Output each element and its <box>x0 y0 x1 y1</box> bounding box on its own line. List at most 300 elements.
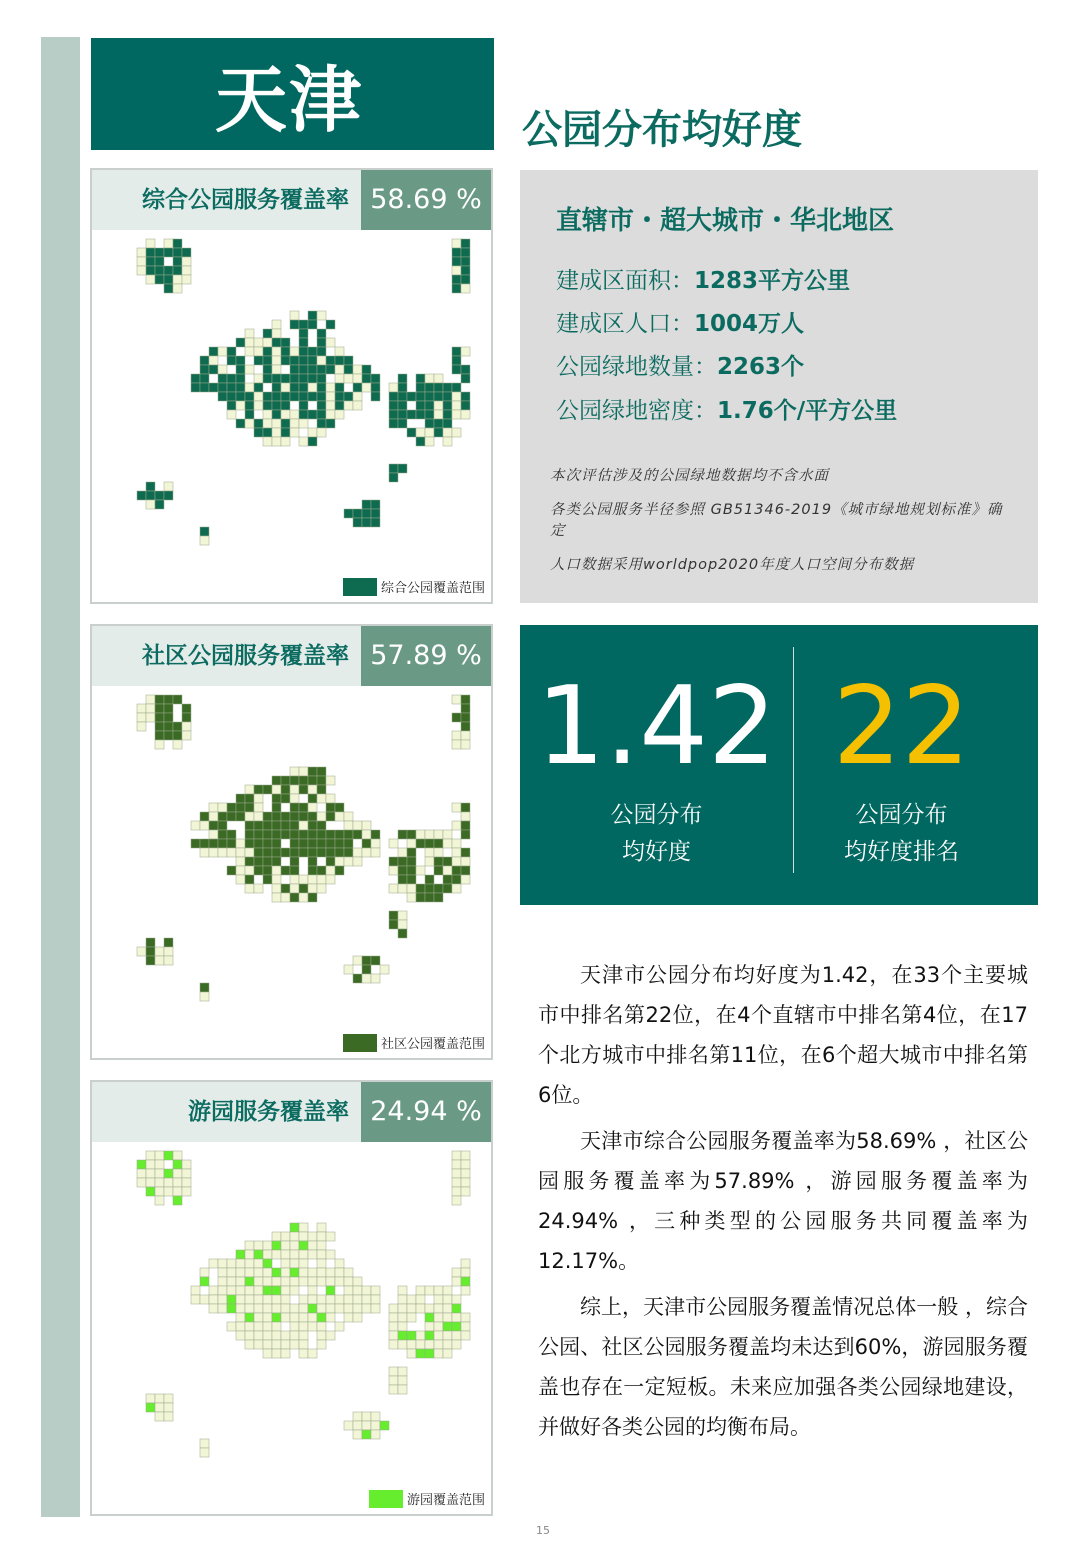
map-cell <box>317 1313 326 1322</box>
map-cell <box>407 848 416 857</box>
map-cell <box>461 1160 470 1169</box>
map-cell <box>254 1331 263 1340</box>
map-cell <box>335 383 344 392</box>
map-cell <box>254 803 263 812</box>
map-cell <box>452 239 461 248</box>
map-cell <box>146 257 155 266</box>
map-cell <box>218 1268 227 1277</box>
map-cell <box>344 1421 353 1430</box>
map-cell <box>290 1277 299 1286</box>
map-cell <box>272 374 281 383</box>
map-cell <box>425 848 434 857</box>
map-cell <box>407 428 416 437</box>
city-title-box <box>91 38 494 150</box>
map-cell <box>335 1259 344 1268</box>
map-cell <box>308 776 317 785</box>
map-cell <box>227 347 236 356</box>
map-cell <box>407 410 416 419</box>
map-cell <box>236 866 245 875</box>
map-cell <box>155 947 164 956</box>
map-cell <box>380 965 389 974</box>
map-cell <box>272 1304 281 1313</box>
map-cell <box>146 695 155 704</box>
map-cell <box>281 401 290 410</box>
caption-line: 均好度 <box>622 839 691 865</box>
map-cell <box>389 1340 398 1349</box>
map-cell <box>146 482 155 491</box>
map-cell <box>362 1286 371 1295</box>
map-cell <box>461 374 470 383</box>
map-cell <box>281 374 290 383</box>
map-cell <box>236 1322 245 1331</box>
map-cell <box>461 410 470 419</box>
map-cell <box>290 1250 299 1259</box>
map-cell <box>461 239 470 248</box>
map-cell <box>281 1277 290 1286</box>
map-cell <box>254 1304 263 1313</box>
map-cell <box>308 1295 317 1304</box>
map-cell <box>407 884 416 893</box>
map-header <box>92 170 491 230</box>
map-cell <box>398 374 407 383</box>
map-cell <box>182 1169 191 1178</box>
map-cell <box>461 1268 470 1277</box>
map-cell <box>290 1340 299 1349</box>
map-cell <box>227 1277 236 1286</box>
map-cell <box>263 1250 272 1259</box>
map-cell <box>272 1313 281 1322</box>
map-cell <box>254 866 263 875</box>
coverage-percent: 24.94 % <box>361 1082 491 1142</box>
map-cell <box>335 866 344 875</box>
legend-swatch <box>343 578 377 596</box>
map-cell <box>281 794 290 803</box>
map-cell <box>308 437 317 446</box>
map-cell <box>155 257 164 266</box>
map-cell <box>344 848 353 857</box>
map-cell <box>191 383 200 392</box>
map-cell <box>137 266 146 275</box>
map-cell <box>407 866 416 875</box>
map-cell <box>398 911 407 920</box>
map-cell <box>299 347 308 356</box>
map-cell <box>263 392 272 401</box>
map-cell <box>461 848 470 857</box>
map-cell <box>326 839 335 848</box>
map-cell <box>353 1412 362 1421</box>
map-cell <box>434 419 443 428</box>
map-cell <box>254 356 263 365</box>
map-cell <box>263 1268 272 1277</box>
map-cell <box>353 830 362 839</box>
map-cell <box>209 1295 218 1304</box>
map-cell <box>308 848 317 857</box>
map-cell <box>254 1286 263 1295</box>
map-cell <box>461 812 470 821</box>
map-cell <box>434 428 443 437</box>
map-cell <box>335 830 344 839</box>
map-cell <box>335 365 344 374</box>
map-cell <box>416 437 425 446</box>
map-cell <box>335 839 344 848</box>
map-cell <box>290 311 299 320</box>
map-cell <box>182 722 191 731</box>
map-cell <box>317 347 326 356</box>
map-cell <box>236 419 245 428</box>
map-cell <box>362 830 371 839</box>
map-cell <box>353 1313 362 1322</box>
map-cell <box>164 1412 173 1421</box>
map-cell <box>434 884 443 893</box>
map-cell <box>335 401 344 410</box>
map-cell <box>290 356 299 365</box>
map-cell <box>164 248 173 257</box>
map-cell <box>236 1286 245 1295</box>
map-cell <box>290 1268 299 1277</box>
map-cell <box>299 893 308 902</box>
map-cell <box>254 857 263 866</box>
map-cell <box>236 812 245 821</box>
map-cell <box>317 428 326 437</box>
map-cell <box>317 338 326 347</box>
map-cell <box>371 500 380 509</box>
map-cell <box>218 1259 227 1268</box>
map-cell <box>353 392 362 401</box>
map-cell <box>299 338 308 347</box>
map-cell <box>344 392 353 401</box>
map-cell <box>326 866 335 875</box>
map-cell <box>434 893 443 902</box>
map-cell <box>254 1268 263 1277</box>
map-cell <box>272 884 281 893</box>
map-cell <box>452 713 461 722</box>
map-cell <box>452 1304 461 1313</box>
map-cell <box>200 356 209 365</box>
map-cell <box>326 830 335 839</box>
map-cell <box>272 1250 281 1259</box>
map-cell <box>443 383 452 392</box>
map-cell <box>443 1331 452 1340</box>
map-cell <box>164 938 173 947</box>
map-cell <box>353 509 362 518</box>
map-cell <box>200 1448 209 1457</box>
map-cell <box>371 839 380 848</box>
map-cell <box>254 1322 263 1331</box>
map-cell <box>254 428 263 437</box>
map-cell <box>290 1313 299 1322</box>
map-cell <box>371 383 380 392</box>
map-cell <box>371 1295 380 1304</box>
map-cell <box>227 1268 236 1277</box>
map-cell <box>254 884 263 893</box>
map-cell <box>200 839 209 848</box>
map-cell <box>263 848 272 857</box>
map-cell <box>425 1331 434 1340</box>
map-cell <box>317 1268 326 1277</box>
map-cell <box>263 374 272 383</box>
map-cell <box>236 1268 245 1277</box>
map-cell <box>344 1286 353 1295</box>
map-cell <box>155 956 164 965</box>
map-cell <box>452 410 461 419</box>
map-cell <box>146 1394 155 1403</box>
map-cell <box>281 1241 290 1250</box>
map-cell <box>218 821 227 830</box>
map-cell <box>245 830 254 839</box>
map-cell <box>263 857 272 866</box>
map-cell <box>245 839 254 848</box>
map-cell <box>155 248 164 257</box>
stat-value: 1283平方公里 <box>694 268 851 294</box>
map-cell <box>425 1304 434 1313</box>
legend-label: 综合公园覆盖范围 <box>380 581 485 596</box>
map-cell <box>317 401 326 410</box>
map-cell <box>353 1430 362 1439</box>
map-cell <box>164 1169 173 1178</box>
map-cell <box>254 374 263 383</box>
map-cell <box>452 1268 461 1277</box>
map-cell <box>299 776 308 785</box>
map-cell <box>344 812 353 821</box>
map-cell <box>263 821 272 830</box>
map-cell <box>443 1322 452 1331</box>
map-cell <box>299 356 308 365</box>
map-cell <box>371 1286 380 1295</box>
map-cell <box>434 392 443 401</box>
map-cell <box>263 1259 272 1268</box>
map-cell <box>155 1187 164 1196</box>
map-cell <box>245 1268 254 1277</box>
map-cell <box>164 1394 173 1403</box>
map-cell <box>227 356 236 365</box>
map-cell <box>236 1313 245 1322</box>
evenness-rank: 22 <box>832 664 971 789</box>
map-cell <box>344 509 353 518</box>
map-cell <box>452 731 461 740</box>
map-cell <box>353 383 362 392</box>
map-cell <box>362 518 371 527</box>
map-cell <box>371 374 380 383</box>
map-cell <box>263 812 272 821</box>
map-cell <box>155 500 164 509</box>
map-cell <box>389 911 398 920</box>
map-cell <box>290 320 299 329</box>
map-cell <box>236 857 245 866</box>
map-cell <box>443 1340 452 1349</box>
coverage-label: 社区公园服务覆盖率 <box>142 643 349 669</box>
map-cell <box>398 392 407 401</box>
map-cell <box>281 884 290 893</box>
map-legend <box>343 577 485 596</box>
map-cell <box>317 767 326 776</box>
map-cell <box>263 1340 272 1349</box>
map-cell <box>461 266 470 275</box>
map-cell <box>173 239 182 248</box>
map-cell <box>290 839 299 848</box>
map-cell <box>398 1385 407 1394</box>
map-cell <box>335 1268 344 1277</box>
map-cell <box>317 1259 326 1268</box>
evenness-caption <box>520 797 793 871</box>
map-cell <box>299 329 308 338</box>
map-cell <box>434 1313 443 1322</box>
map-cell <box>236 1259 245 1268</box>
map-cell <box>218 392 227 401</box>
map-cell <box>155 1394 164 1403</box>
map-cell <box>461 1286 470 1295</box>
stat-park-density <box>556 392 897 425</box>
map-cell <box>164 695 173 704</box>
map-cell <box>452 875 461 884</box>
map-cell <box>272 830 281 839</box>
map-cell <box>425 1322 434 1331</box>
map-cell <box>461 875 470 884</box>
map-cell <box>308 1232 317 1241</box>
map-cell <box>461 731 470 740</box>
stat-value: 2263个 <box>717 354 805 380</box>
map-cell <box>281 1232 290 1241</box>
map-cell <box>218 1277 227 1286</box>
map-cell <box>344 1295 353 1304</box>
map-cell <box>317 884 326 893</box>
map-cell <box>317 812 326 821</box>
map-cell <box>416 374 425 383</box>
map-cell <box>416 893 425 902</box>
map-cell <box>290 884 299 893</box>
map-cell <box>416 1331 425 1340</box>
map-cell <box>308 320 317 329</box>
map-cell <box>344 365 353 374</box>
map-cell <box>326 1250 335 1259</box>
map-cell <box>317 1250 326 1259</box>
map-cell <box>272 410 281 419</box>
map-cell <box>461 1277 470 1286</box>
map-cell <box>191 374 200 383</box>
map-cell <box>290 1223 299 1232</box>
map-cell <box>344 374 353 383</box>
map-cell <box>344 1268 353 1277</box>
rank-caption <box>765 797 1038 871</box>
map-cell <box>443 1304 452 1313</box>
map-cell <box>182 275 191 284</box>
map-cell <box>218 347 227 356</box>
map-cell <box>164 275 173 284</box>
map-cell <box>281 1268 290 1277</box>
map-cell <box>452 1196 461 1205</box>
map-cell <box>416 1295 425 1304</box>
map-cell <box>389 866 398 875</box>
map-cell <box>173 1178 182 1187</box>
map-cell <box>452 848 461 857</box>
map-cell <box>443 1313 452 1322</box>
note-population-data: 人口数据采用worldpop2020年度人口空间分布数据 <box>550 557 915 573</box>
map-cell <box>326 875 335 884</box>
map-cell <box>299 884 308 893</box>
map-cell <box>308 365 317 374</box>
map-cell <box>308 1349 317 1358</box>
map-cell <box>434 857 443 866</box>
map-cell <box>137 722 146 731</box>
map-cell <box>218 812 227 821</box>
map-cell <box>146 1403 155 1412</box>
map-cell <box>317 776 326 785</box>
map-cell <box>317 1223 326 1232</box>
map-cell <box>272 419 281 428</box>
map-cell <box>353 1421 362 1430</box>
stat-label: 建成区人口： <box>556 311 694 337</box>
map-cell <box>209 848 218 857</box>
map-cell <box>299 383 308 392</box>
map-cell <box>263 1277 272 1286</box>
map-cell <box>245 1295 254 1304</box>
map-header <box>92 626 491 686</box>
map-cell <box>461 1313 470 1322</box>
map-cell <box>398 464 407 473</box>
map-cell <box>299 392 308 401</box>
map-cell <box>254 401 263 410</box>
map-cell <box>299 875 308 884</box>
page-number: 15 <box>536 1524 550 1537</box>
map-cell <box>290 1286 299 1295</box>
map-cell <box>245 1340 254 1349</box>
map-cell <box>290 893 299 902</box>
map-cell <box>326 794 335 803</box>
map-cell <box>389 1376 398 1385</box>
map-cell <box>407 893 416 902</box>
map-cell <box>200 848 209 857</box>
map-cell <box>281 785 290 794</box>
map-cell <box>308 383 317 392</box>
map-cell <box>137 704 146 713</box>
map-cell <box>326 803 335 812</box>
map-cell <box>317 1331 326 1340</box>
map-cell <box>227 812 236 821</box>
map-cell <box>245 1286 254 1295</box>
map-panel-comprehensive <box>90 168 493 604</box>
map-cell <box>380 1421 389 1430</box>
map-cell <box>461 275 470 284</box>
map-cell <box>434 374 443 383</box>
map-cell <box>308 428 317 437</box>
coverage-map <box>92 230 491 602</box>
map-cell <box>245 338 254 347</box>
map-cell <box>155 713 164 722</box>
map-cell <box>173 266 182 275</box>
map-cell <box>245 1277 254 1286</box>
map-cell <box>434 1340 443 1349</box>
map-cell <box>254 785 263 794</box>
map-cell <box>137 713 146 722</box>
map-cell <box>272 365 281 374</box>
map-cell <box>416 392 425 401</box>
map-cell <box>137 1169 146 1178</box>
map-cell <box>362 383 371 392</box>
map-cell <box>272 1322 281 1331</box>
map-cell <box>407 830 416 839</box>
map-cell <box>389 857 398 866</box>
map-cell <box>371 509 380 518</box>
map-cell <box>443 1349 452 1358</box>
map-cell <box>263 875 272 884</box>
map-cell <box>164 284 173 293</box>
map-cell <box>452 248 461 257</box>
map-cell <box>344 857 353 866</box>
stat-park-count <box>556 348 804 381</box>
map-cell <box>164 1403 173 1412</box>
map-cell <box>407 1304 416 1313</box>
map-cell <box>263 428 272 437</box>
stat-value: 1.76个/平方公里 <box>717 398 898 424</box>
